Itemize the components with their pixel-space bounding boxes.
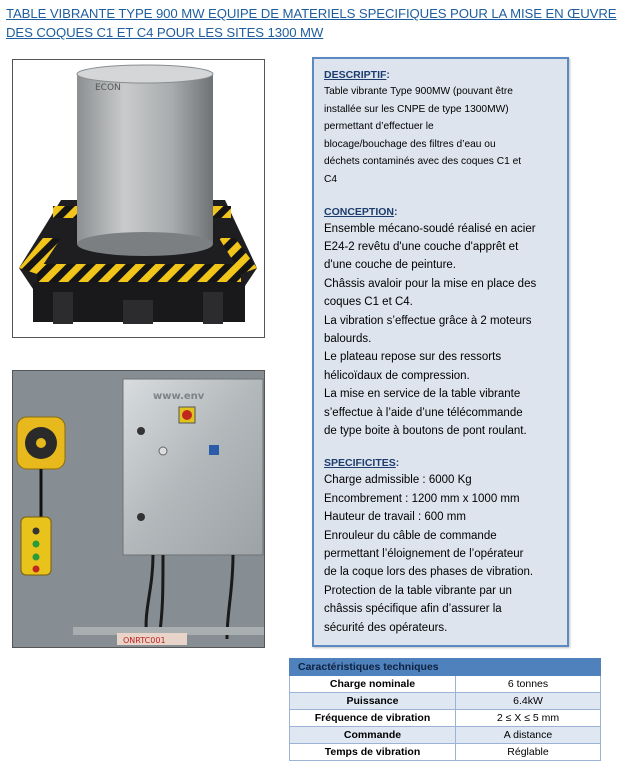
vibrating-table-photo [12,59,265,338]
specificites-text: Charge admissible : 6000 Kg Encombrement : 1200 mm x 1000 mm Hauteur de travail : 600 mm Enrouleur du câble de commande permettant l’éloignement de l’opérateur de la coque lors des phases de vibration. Protection de la table vibrante par un châssis spécifique afin d’assurer la sécurité des opérateurs. [324,474,534,634]
page-title: TABLE VIBRANTE TYPE 900 MW EQUIPE DE MATERIELS SPECIFIQUES POUR LA MISE EN ŒUVRE DES COQUES C1 ET C4 POUR LES SITES 1300 MW [6,6,617,40]
table-row: Charge nominale 6 tonnes [290,676,601,693]
conception-text: Ensemble mécano-soudé réalisé en acier E24-2 revêtu d'une couche d'apprêt et d'une couche de peinture. Châssis avaloir pour la mise en place des coques C1 et C4. La vibration s’effectue grâce à 2 moteurs balourds. Le plateau repose sur des ressorts hélicoïdaux de compression. La mise en service de la table vibrante s’effectue à l’aide d’une télécommande de type boite à boutons de pont roulant. [324,222,537,438]
specificites-heading: SPECIFICITES: [324,457,400,470]
equipment-tag: ONRTC001 [123,636,166,645]
coque-label: ECON [95,83,121,93]
table-row: Temps de vibration Réglable [290,744,601,761]
description-panel [312,57,569,647]
table-row: Fréquence de vibration 2 ≤ X ≤ 5 mm [290,710,601,727]
table-row: Commande A distance [290,727,601,744]
brand-website: www.env [153,391,205,402]
table-row: Puissance 6.4kW [290,693,601,710]
conception-heading: CONCEPTION: [324,205,398,218]
control-box-photo [12,370,265,648]
descriptif-text: Table vibrante Type 900MW (pouvant être installée sur les CNPE de type 1300MW) permettant d’effectuer le blocage/bouchage des filtres d’eau ou déchets contaminés avec des coques C1 et C4 [324,86,522,185]
descriptif-heading: DESCRIPTIF: [324,69,390,81]
table-header: Caractéristiques techniques [290,659,601,676]
tech-characteristics-table [289,658,601,761]
